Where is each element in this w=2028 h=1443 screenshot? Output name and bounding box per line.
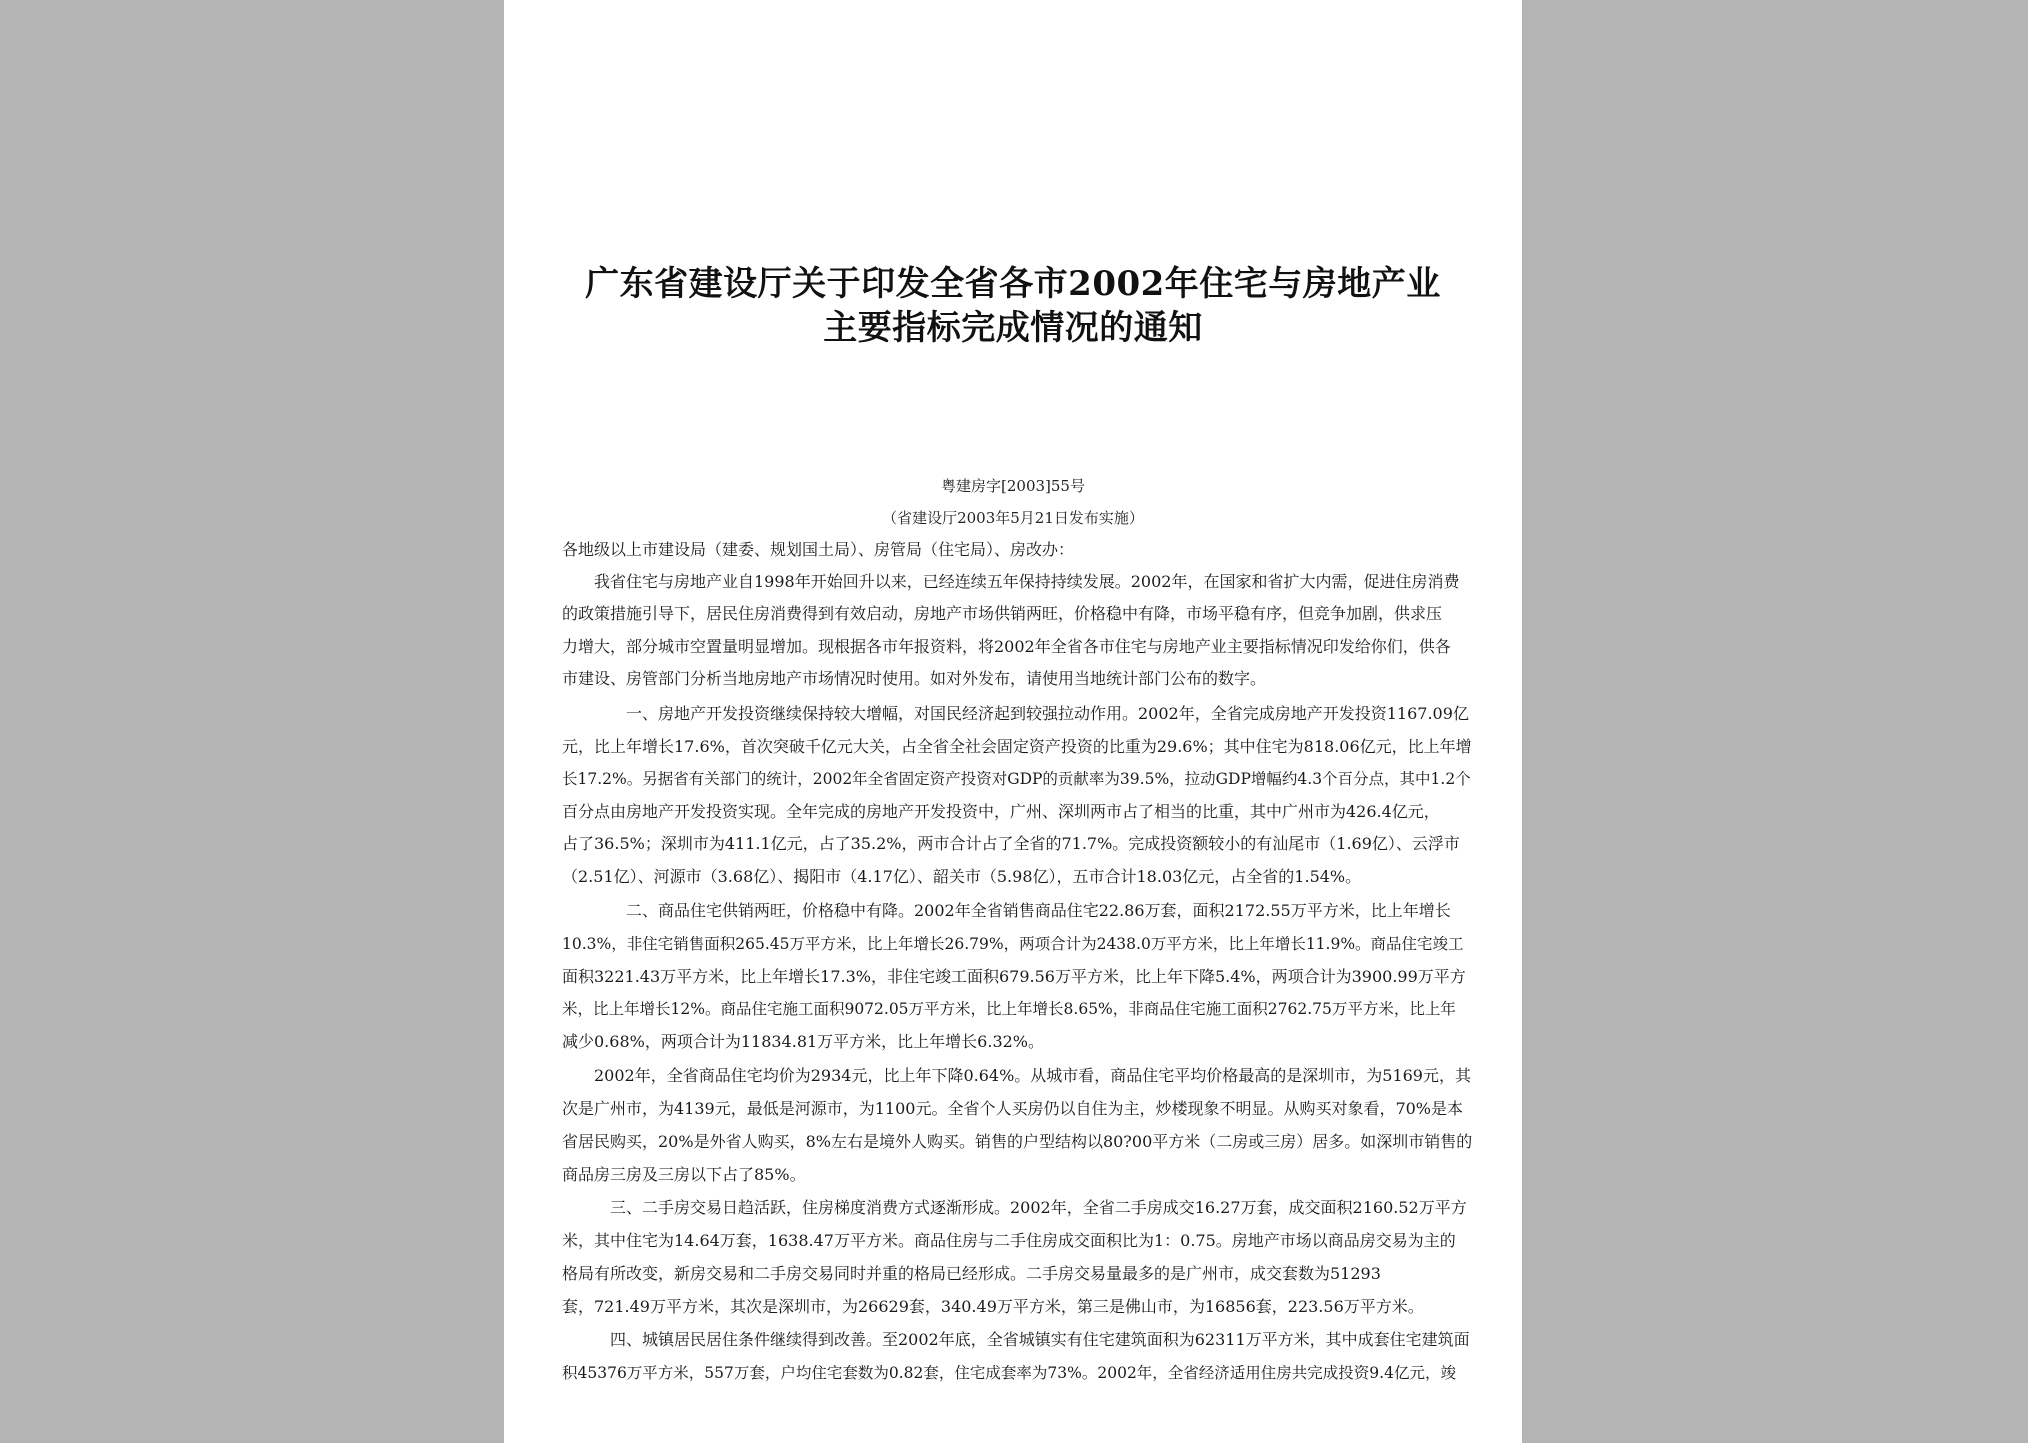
body-line: 三、二手房交易日趋活跃，住房梯度消费方式逐渐形成。2002年，全省二手房成交16.27万套，成交面积2160.52万平方 <box>562 1198 1467 1217</box>
document-title <box>544 262 1482 350</box>
body-line: 套，721.49万平方米，其次是深圳市，为26629套，340.49万平方米，第三是佛山市，为16856套，223.56万平方米。 <box>562 1297 1424 1316</box>
body-line: 百分点由房地产开发投资实现。全年完成的房地产开发投资中，广州、深圳两市占了相当的比重，其中广州市为426.4亿元， <box>562 802 1440 821</box>
document-number: 粤建房字[2003]55号 <box>941 477 1085 495</box>
body-line: 占了36.5%；深圳市为411.1亿元，占了35.2%，两市合计占了全省的71.7%。完成投资额较小的有汕尾市（1.69亿）、云浮市 <box>562 834 1460 853</box>
body-line: 各地级以上市建设局（建委、规划国土局）、房管局（住宅局）、房改办： <box>562 540 1075 559</box>
body-line: 我省住宅与房地产业自1998年开始回升以来，已经连续五年保持持续发展。2002年，在国家和省扩大内需，促进住房消费 <box>562 572 1460 591</box>
body-line: 减少0.68%，两项合计为11834.81万平方米，比上年增长6.32%。 <box>562 1032 1045 1051</box>
body-line: 一、房地产开发投资继续保持较大增幅，对国民经济起到较强拉动作用。2002年，全省完成房地产开发投资1167.09亿 <box>562 704 1469 723</box>
body-line: 的政策措施引导下，居民住房消费得到有效启动，房地产市场供销两旺，价格稳中有降，市场平稳有序，但竞争加剧，供求压 <box>562 604 1443 623</box>
document-page <box>504 0 1522 1443</box>
body-line: 10.3%，非住宅销售面积265.45万平方米，比上年增长26.79%，两项合计为2438.0万平方米，比上年增长11.9%。商品住宅竣工 <box>562 935 1464 953</box>
body-line: 省居民购买，20%是外省人购买，8%左右是境外人购买。销售的户型结构以80?00平方米（二房或三房）居多。如深圳市销售的 <box>562 1132 1473 1151</box>
body-line: 力增大，部分城市空置量明显增加。现根据各市年报资料，将2002年全省各市住宅与房地产业主要指标情况印发给你们，供各 <box>562 637 1451 656</box>
body-line: 元，比上年增长17.6%，首次突破千亿元大关，占全省全社会固定资产投资的比重为29.6%；其中住宅为818.06亿元，比上年增 <box>562 737 1472 756</box>
body-line: 商品房三房及三房以下占了85%。 <box>562 1165 806 1184</box>
title-line: 广东省建设厅关于印发全省各市2002年住宅与房地产业 <box>585 264 1441 304</box>
body-line: 二、商品住宅供销两旺，价格稳中有降。2002年全省销售商品住宅22.86万套，面积2172.55万平方米，比上年增长 <box>562 901 1451 920</box>
body-line: 市建设、房管部门分析当地房地产市场情况时使用。如对外发布，请使用当地统计部门公布的数字。 <box>562 669 1267 688</box>
body-line: 格局有所改变，新房交易和二手房交易同时并重的格局已经形成。二手房交易量最多的是广州市，成交套数为51293 <box>562 1264 1381 1283</box>
body-line: 2002年，全省商品住宅均价为2934元，比上年下降0.64%。从城市看，商品住宅平均价格最高的是深圳市，为5169元，其 <box>562 1066 1471 1085</box>
issue-note: （省建设厅2003年5月21日发布实施） <box>882 509 1144 527</box>
body-line: 面积3221.43万平方米，比上年增长17.3%，非住宅竣工面积679.56万平方米，比上年下降5.4%，两项合计为3900.99万平方 <box>562 967 1466 986</box>
body-line: 米，其中住宅为14.64万套，1638.47万平方米。商品住房与二手住房成交面积比为1：0.75。房地产市场以商品房交易为主的 <box>562 1231 1456 1250</box>
body-line: 积45376万平方米，557万套，户均住宅套数为0.82套，住宅成套率为73%。2002年，全省经济适用住房共完成投资9.4亿元，竣 <box>562 1364 1456 1382</box>
body-line: 米，比上年增长12%。商品住宅施工面积9072.05万平方米，比上年增长8.65%，非商品住宅施工面积2762.75万平方米，比上年 <box>562 1000 1456 1018</box>
body-line: 长17.2%。另据省有关部门的统计，2002年全省固定资产投资对GDP的贡献率为39.5%，拉动GDP增幅约4.3个百分点，其中1.2个 <box>562 770 1471 788</box>
body-line: 四、城镇居民居住条件继续得到改善。至2002年底，全省城镇实有住宅建筑面积为62311万平方米，其中成套住宅建筑面 <box>562 1330 1470 1349</box>
body-line: 次是广州市，为4139元，最低是河源市，为1100元。全省个人买房仍以自住为主，炒楼现象不明显。从购买对象看，70%是本 <box>562 1099 1464 1118</box>
body-line: （2.51亿）、河源市（3.68亿）、揭阳市（4.17亿）、韶关市（5.98亿），五市合计18.03亿元，占全省的1.54%。 <box>562 867 1362 886</box>
title-line: 主要指标完成情况的通知 <box>823 308 1203 348</box>
